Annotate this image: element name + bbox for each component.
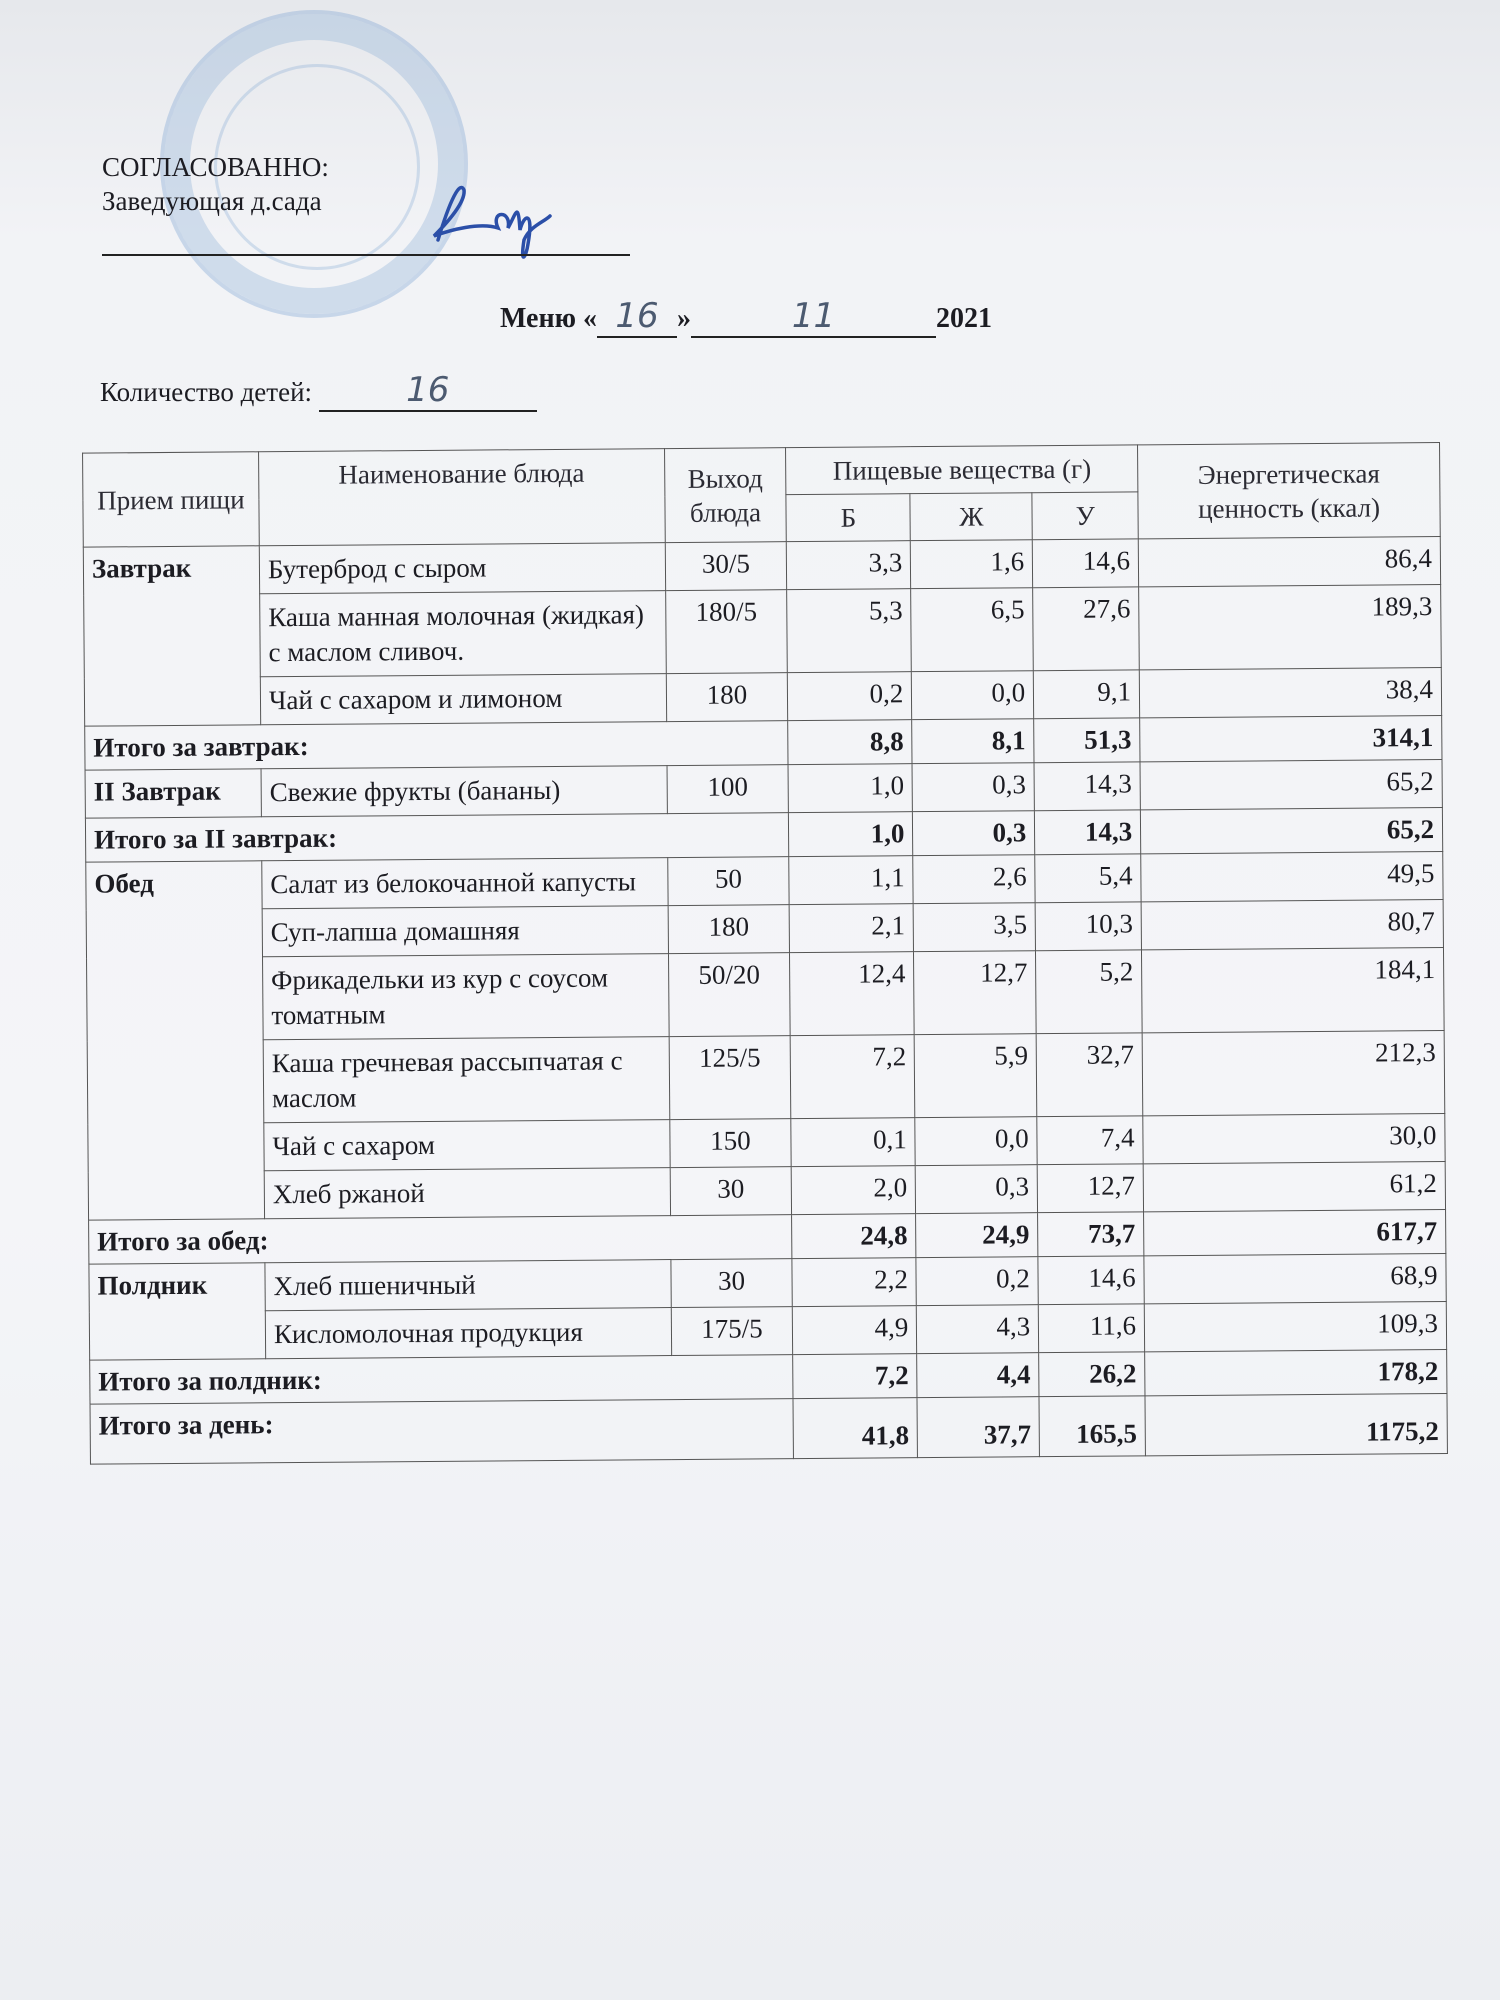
kcal-cell: 212,3 bbox=[1142, 1030, 1444, 1115]
u-total: 51,3 bbox=[1034, 718, 1140, 763]
yield-cell: 125/5 bbox=[669, 1036, 792, 1120]
col-meal-header: Прием пищи bbox=[83, 452, 260, 547]
day-total-row bbox=[90, 1393, 1447, 1464]
yield-cell: 180 bbox=[666, 673, 788, 722]
kcal-total: 65,2 bbox=[1141, 807, 1443, 853]
col-u-header: У bbox=[1032, 492, 1138, 540]
zh-cell: 1,6 bbox=[911, 540, 1033, 589]
u-cell: 12,7 bbox=[1037, 1164, 1143, 1213]
meal-cell: Завтрак bbox=[83, 546, 260, 726]
u-cell: 9,1 bbox=[1034, 670, 1140, 719]
b-day-total: 41,8 bbox=[793, 1398, 917, 1459]
kcal-cell: 30,0 bbox=[1143, 1113, 1445, 1163]
b-cell: 1,0 bbox=[788, 764, 912, 813]
menu-title-middle: » bbox=[677, 303, 692, 334]
total-label: Итого за полдник: bbox=[90, 1355, 794, 1405]
dish-cell: Суп-лапша домашняя bbox=[262, 906, 668, 957]
dish-cell: Кисломолочная продукция bbox=[265, 1308, 671, 1359]
yield-cell: 50 bbox=[667, 857, 789, 906]
menu-month-value: 11 bbox=[791, 296, 836, 336]
dish-cell: Свежие фрукты (бананы) bbox=[261, 766, 667, 817]
kcal-cell: 184,1 bbox=[1142, 947, 1444, 1032]
day-total-label: Итого за день: bbox=[90, 1399, 794, 1465]
col-energy-header: Энергетическая ценность (ккал) bbox=[1138, 443, 1441, 539]
b-total: 8,8 bbox=[788, 720, 912, 765]
zh-cell: 5,9 bbox=[914, 1034, 1037, 1118]
kcal-day-total: 1175,2 bbox=[1145, 1393, 1447, 1455]
zh-cell: 0,2 bbox=[916, 1257, 1038, 1306]
dish-cell: Каша манная молочная (жидкая) с маслом сливоч. bbox=[260, 591, 666, 677]
b-cell: 2,1 bbox=[790, 904, 914, 953]
menu-table bbox=[82, 442, 1448, 1465]
b-cell: 0,1 bbox=[791, 1118, 915, 1167]
children-count bbox=[100, 370, 537, 412]
menu-day-value: 16 bbox=[615, 296, 659, 336]
u-cell: 14,3 bbox=[1034, 762, 1140, 811]
table-row bbox=[87, 1030, 1445, 1124]
u-total: 26,2 bbox=[1039, 1352, 1145, 1397]
u-cell: 10,3 bbox=[1035, 902, 1141, 951]
b-total: 7,2 bbox=[793, 1354, 917, 1399]
kcal-cell: 49,5 bbox=[1141, 851, 1443, 901]
kcal-total: 314,1 bbox=[1140, 715, 1442, 761]
menu-year: 2021 bbox=[936, 303, 993, 334]
kcal-cell: 86,4 bbox=[1138, 537, 1440, 587]
kcal-cell: 65,2 bbox=[1140, 759, 1442, 809]
b-cell: 1,1 bbox=[789, 856, 913, 905]
b-cell: 3,3 bbox=[787, 541, 911, 590]
meal-cell: Обед bbox=[86, 861, 265, 1220]
zh-cell: 4,3 bbox=[917, 1305, 1039, 1354]
b-cell: 4,9 bbox=[793, 1306, 917, 1355]
dish-cell: Фрикадельки из кур с соусом томатным bbox=[262, 954, 668, 1040]
meal-cell: Полдник bbox=[89, 1263, 266, 1360]
col-zh-header: Ж bbox=[910, 493, 1032, 541]
menu-day-field bbox=[597, 296, 677, 338]
b-cell: 2,0 bbox=[792, 1166, 916, 1215]
zh-total: 24,9 bbox=[916, 1213, 1038, 1258]
menu-month-field bbox=[691, 296, 936, 338]
dish-cell: Хлеб ржаной bbox=[264, 1168, 670, 1219]
u-cell: 27,6 bbox=[1033, 587, 1140, 671]
yield-cell: 30 bbox=[670, 1259, 792, 1308]
yield-cell: 30 bbox=[670, 1167, 792, 1216]
kcal-total: 178,2 bbox=[1145, 1349, 1447, 1395]
u-cell: 7,4 bbox=[1037, 1116, 1143, 1165]
table-row bbox=[84, 584, 1442, 678]
u-cell: 14,6 bbox=[1038, 1256, 1144, 1305]
zh-total: 4,4 bbox=[917, 1353, 1039, 1398]
table-row bbox=[87, 947, 1445, 1041]
approver-position: Заведующая д.сада bbox=[102, 186, 322, 216]
total-label: Итого за II завтрак: bbox=[85, 813, 789, 863]
zh-cell: 0,3 bbox=[915, 1165, 1037, 1214]
total-label: Итого за завтрак: bbox=[85, 721, 789, 771]
b-cell: 7,2 bbox=[791, 1035, 916, 1119]
kcal-total: 617,7 bbox=[1144, 1209, 1446, 1255]
b-cell: 12,4 bbox=[790, 952, 915, 1036]
signature-line bbox=[102, 254, 630, 256]
yield-cell: 175/5 bbox=[671, 1307, 793, 1356]
dish-cell: Чай с сахаром bbox=[264, 1120, 670, 1171]
zh-cell: 3,5 bbox=[913, 903, 1035, 952]
dish-cell: Хлеб пшеничный bbox=[265, 1260, 671, 1311]
zh-cell: 12,7 bbox=[914, 951, 1037, 1035]
u-cell: 14,6 bbox=[1032, 539, 1138, 588]
yield-cell: 50/20 bbox=[668, 953, 791, 1037]
kcal-cell: 61,2 bbox=[1143, 1161, 1445, 1211]
kcal-cell: 68,9 bbox=[1144, 1253, 1446, 1303]
children-label: Количество детей: bbox=[100, 377, 313, 407]
kcal-cell: 80,7 bbox=[1141, 899, 1443, 949]
b-cell: 5,3 bbox=[787, 589, 912, 673]
total-label: Итого за обед: bbox=[89, 1215, 793, 1265]
zh-cell: 0,0 bbox=[915, 1117, 1037, 1166]
dish-cell: Каша гречневая рассыпчатая с маслом bbox=[263, 1037, 669, 1123]
zh-day-total: 37,7 bbox=[917, 1397, 1039, 1458]
menu-title bbox=[500, 296, 992, 338]
dish-cell: Салат из белокочанной капусты bbox=[262, 858, 668, 909]
table-header-row bbox=[83, 443, 1440, 501]
children-value: 16 bbox=[406, 370, 450, 410]
col-dish-header: Наименование блюда bbox=[258, 449, 664, 546]
zh-cell: 2,6 bbox=[913, 855, 1035, 904]
approved-label: СОГЛАСОВАННО: bbox=[102, 152, 329, 182]
u-total: 73,7 bbox=[1038, 1212, 1144, 1257]
yield-cell: 180/5 bbox=[665, 590, 788, 674]
u-cell: 5,2 bbox=[1036, 950, 1143, 1034]
meal-cell: II Завтрак bbox=[85, 769, 261, 818]
zh-cell: 0,3 bbox=[912, 763, 1034, 812]
dish-cell: Чай с сахаром и лимоном bbox=[260, 674, 666, 725]
col-b-header: Б bbox=[786, 494, 910, 542]
yield-cell: 180 bbox=[668, 905, 790, 954]
yield-cell: 100 bbox=[667, 765, 789, 814]
b-total: 1,0 bbox=[789, 812, 913, 857]
kcal-cell: 189,3 bbox=[1139, 584, 1441, 669]
zh-cell: 6,5 bbox=[911, 588, 1034, 672]
u-day-total: 165,5 bbox=[1039, 1396, 1145, 1457]
yield-cell: 150 bbox=[669, 1119, 791, 1168]
b-total: 24,8 bbox=[792, 1214, 916, 1259]
u-cell: 11,6 bbox=[1038, 1304, 1144, 1353]
b-cell: 2,2 bbox=[792, 1258, 916, 1307]
b-cell: 0,2 bbox=[788, 672, 912, 721]
u-total: 14,3 bbox=[1035, 810, 1141, 855]
dish-cell: Бутерброд с сыром bbox=[259, 543, 665, 594]
approval-block bbox=[102, 150, 329, 218]
col-yield-header: Выход блюда bbox=[664, 448, 787, 543]
zh-cell: 0,0 bbox=[912, 671, 1034, 720]
children-field bbox=[319, 370, 537, 412]
yield-cell: 30/5 bbox=[665, 542, 787, 591]
zh-total: 8,1 bbox=[912, 719, 1034, 764]
kcal-cell: 109,3 bbox=[1144, 1301, 1446, 1351]
u-cell: 32,7 bbox=[1036, 1033, 1143, 1117]
u-cell: 5,4 bbox=[1035, 854, 1141, 903]
menu-title-prefix: Меню « bbox=[500, 303, 598, 334]
zh-total: 0,3 bbox=[913, 811, 1035, 856]
kcal-cell: 38,4 bbox=[1139, 667, 1441, 717]
col-nutrients-header: Пищевые вещества (г) bbox=[786, 445, 1138, 495]
